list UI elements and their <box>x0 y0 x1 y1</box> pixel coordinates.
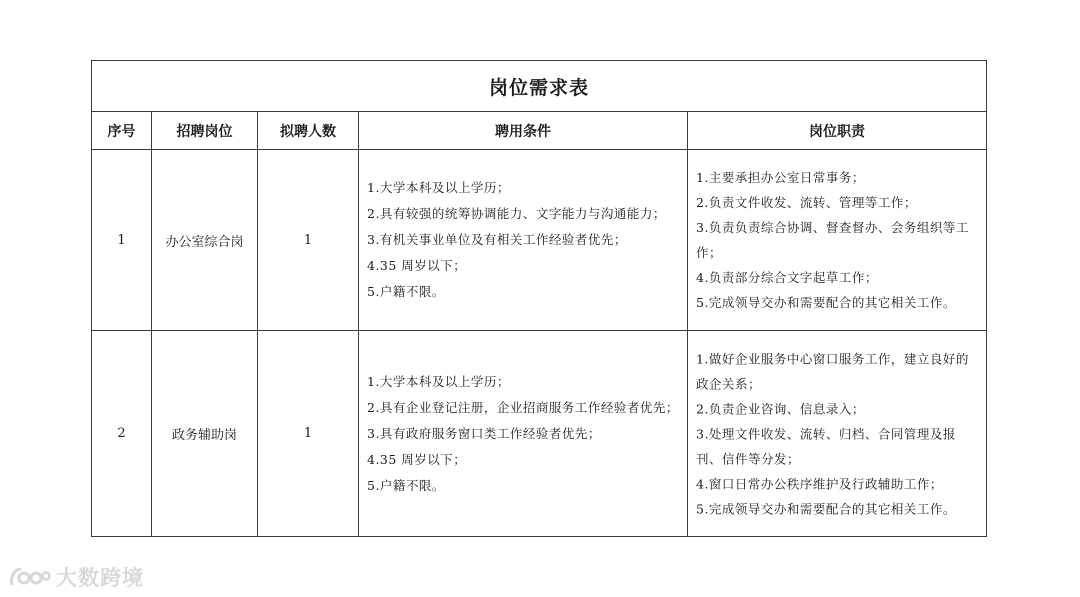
header-duties: 岗位职责 <box>809 123 865 140</box>
header-serial: 序号 <box>92 112 152 149</box>
row-count: 1 <box>258 331 359 536</box>
job-requirements-table <box>91 60 987 537</box>
list-item: 3.负责负责综合协调、督查督办、会务组织等工作； <box>696 220 969 260</box>
table-title: 岗位需求表 <box>92 61 986 112</box>
row-duties <box>688 150 986 330</box>
row-conditions <box>359 331 688 536</box>
duties-list <box>696 346 980 521</box>
table-row <box>92 331 986 536</box>
list-item: 2.具有较强的统筹协调能力、文字能力与沟通能力； <box>367 206 666 221</box>
table-row <box>92 150 986 331</box>
row-position: 办公室综合岗 <box>152 150 258 330</box>
row-duties <box>688 331 986 536</box>
list-item: 1.做好企业服务中心窗口服务工作，建立良好的政企关系； <box>696 351 969 391</box>
list-item: 4.35 周岁以下； <box>367 258 467 273</box>
table-header-row <box>92 112 986 150</box>
list-item: 1.主要承担办公室日常事务； <box>696 170 865 185</box>
list-item: 1.大学本科及以上学历； <box>367 373 510 389</box>
list-item: 4.负责部分综合文字起草工作； <box>696 270 878 285</box>
list-item: 2.具有企业登记注册，企业招商服务工作经验者优先； <box>367 399 679 415</box>
list-item: 1.大学本科及以上学历； <box>367 180 510 195</box>
header-position: 招聘岗位 <box>152 112 258 149</box>
list-item: 4.窗口日常办公秩序维护及行政辅助工作； <box>696 476 943 491</box>
list-item: 5.户籍不限。 <box>367 477 445 493</box>
row-count: 1 <box>258 150 359 330</box>
row-conditions <box>359 150 688 330</box>
list-item: 5.完成领导交办和需要配合的其它相关工作。 <box>696 501 956 516</box>
list-item: 5.户籍不限。 <box>367 284 445 299</box>
watermark <box>8 562 144 592</box>
duties-list <box>696 165 980 315</box>
list-item: 5.完成领导交办和需要配合的其它相关工作。 <box>696 295 956 310</box>
list-item: 3.处理文件收发、流转、归档、合同管理及报刊、信件等分发； <box>696 426 956 466</box>
watermark-text: 大数跨境 <box>56 566 144 590</box>
header-count: 拟聘人数 <box>258 112 359 149</box>
row-serial: 2 <box>92 331 152 536</box>
list-item: 2.负责企业咨询、信息录入； <box>696 401 865 416</box>
row-serial: 1 <box>92 150 152 330</box>
list-item: 2.负责文件收发、流转、管理等工作； <box>696 195 917 210</box>
conditions-list <box>367 175 681 305</box>
row-position: 政务辅助岗 <box>152 331 258 536</box>
list-item: 3.有机关事业单位及有相关工作经验者优先； <box>367 232 627 247</box>
list-item: 3.具有政府服务窗口类工作经验者优先； <box>367 425 601 441</box>
header-conditions: 聘用条件 <box>359 112 688 149</box>
conditions-list <box>367 369 681 499</box>
logo-icon <box>8 564 52 590</box>
list-item: 4.35 周岁以下； <box>367 451 467 467</box>
